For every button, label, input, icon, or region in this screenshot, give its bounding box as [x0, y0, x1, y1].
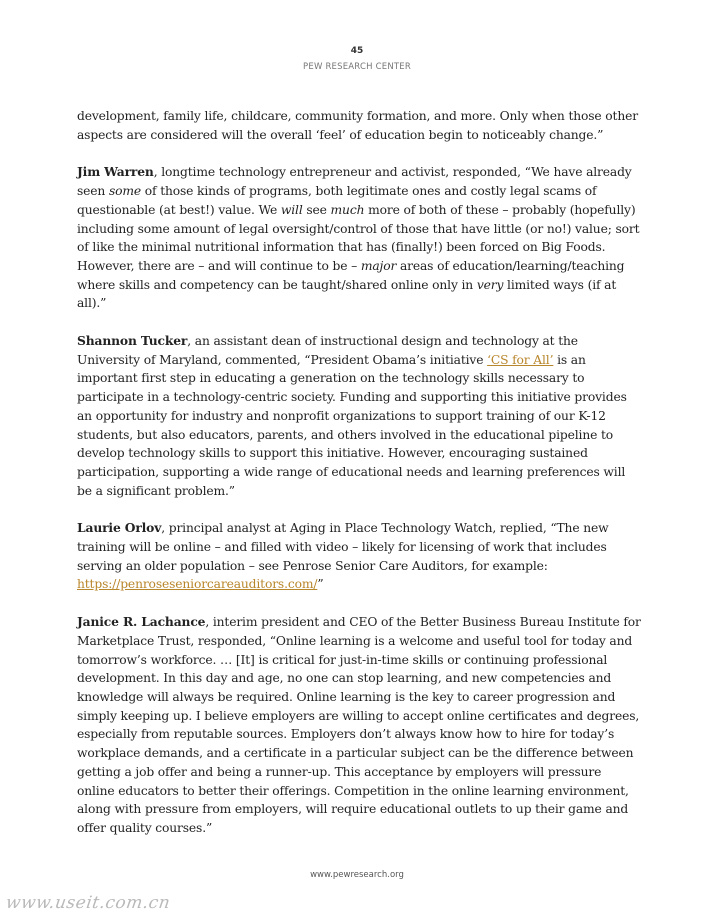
document-body — [77, 107, 642, 857]
penrose-link[interactable]: https://penroseseniorcareauditors.com/ — [77, 577, 318, 592]
watermark: www.useit.com.cn — [4, 893, 172, 913]
speaker-name: Shannon Tucker — [77, 333, 188, 349]
org-name: PEW RESEARCH CENTER — [303, 62, 411, 72]
cs-for-all-link[interactable]: ‘CS for All’ — [487, 352, 554, 367]
speaker-name: Laurie Orlov — [77, 520, 162, 536]
speaker-name: Janice R. Lachance — [77, 614, 206, 630]
page-footer: www.pewresearch.org — [310, 870, 404, 880]
paragraph-continuation: development, family life, childcare, community formation, and more. Only when those other aspects are considered will the overall ‘feel’ of education begin to noticeably change.” — [77, 109, 638, 142]
page-header — [0, 45, 714, 73]
paragraph-laurie-orlov: Laurie Orlov, principal analyst at Aging in Place Technology Watch, replied, “The new training will be online – and filled with video – likely for licensing of work that includes serving an older population – see Penrose Senior Care Auditors, for example: https://penroseseniorcareauditors.com/” — [77, 520, 609, 592]
page-number: 45 — [350, 46, 364, 56]
paragraph-jim-warren: Jim Warren, longtime technology entrepreneur and activist, responded, “We have already seen some of those kinds of programs, both legitimate ones and costly legal scams of questionable (at best!) value. We will see much more of both of these – probably (hopefully) including some amount of legal oversight/control of those that have little (or no!) value; sort of like the minimal nutritional information that has (finally!) been forced on Big Foods. However, there are – and will continue to be – major areas of education/learning/teaching where skills and competency can be taught/shared online only in very limited ways (if at all).” — [77, 164, 640, 311]
paragraph-shannon-tucker: Shannon Tucker, an assistant dean of instructional design and technology at the University of Maryland, commented, “President Obama’s initiative ‘CS for All’ is an important first step in educating a generation on the technology skills necessary to participate in a technology-centric society. Funding and supporting this initiative provides an opportunity for industry and nonprofit organizations to support training of our K-12 students, but also educators, parents, and others involved in the educational pipeline to develop technology skills to support this initiative. However, encouraging sustained participation, supporting a wide range of educational needs and learning preferences will be a significant problem.” — [77, 333, 627, 498]
speaker-name: Jim Warren — [77, 164, 154, 180]
paragraph-janice-lachance: Janice R. Lachance, interim president and CEO of the Better Business Bureau Institute for Marketplace Trust, responded, “Online learning is a welcome and useful tool for today and tomorrow’s workforce. … [It] is critical for just-in-time skills or continuing professional development. In this day and age, no one can stop learning, and new competencies and knowledge will always be required. Online learning is the key to career progression and simply keeping up. I believe employers are willing to accept online certificates and degrees, especially from reputable sources. Employers don’t always know how to hire for today’s workplace demands, and a certificate in a particular subject can be the difference between getting a job offer and being a runner-up. This acceptance by employers will pressure online educators to better their offerings. Competition in the online learning environment, along with pressure from employers, will require educational outlets to up their game and offer quality courses.” — [77, 614, 641, 835]
